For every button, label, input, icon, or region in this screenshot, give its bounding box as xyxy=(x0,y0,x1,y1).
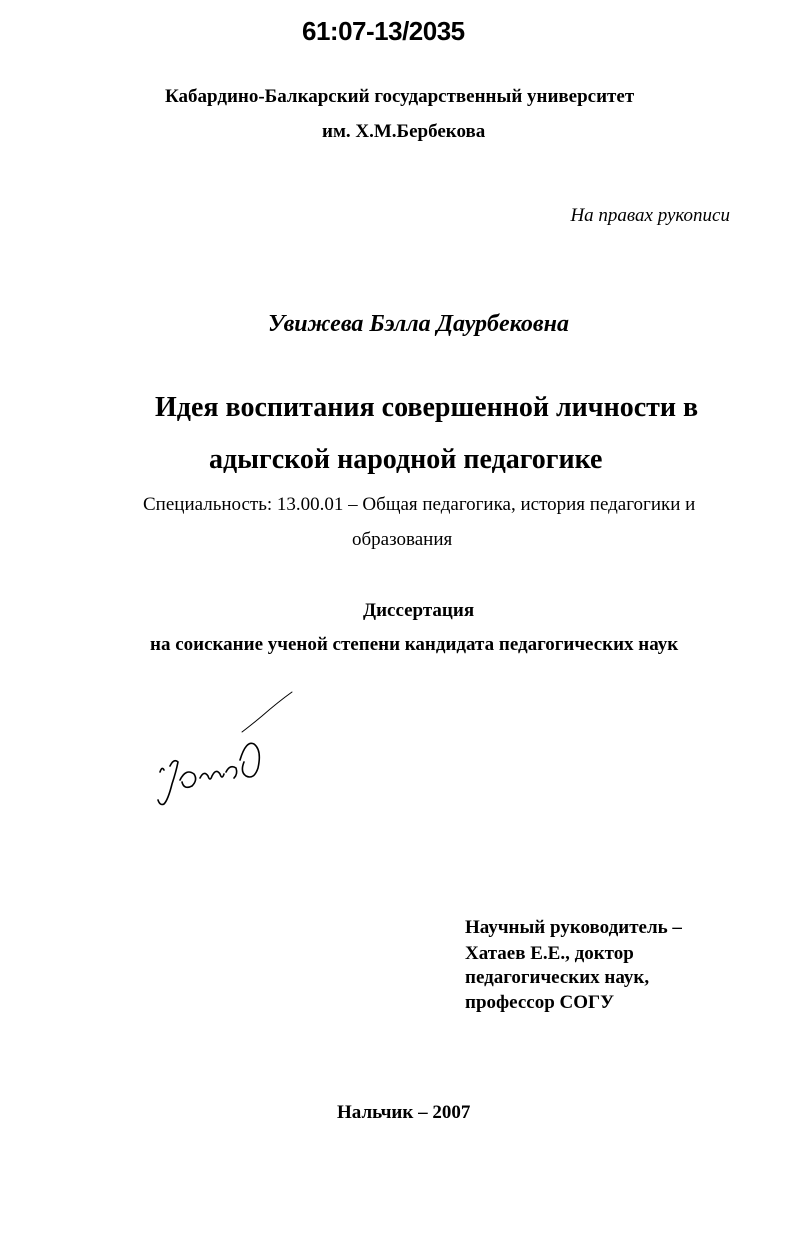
author-name: Увижева Бэлла Даурбековна xyxy=(268,311,569,337)
handwritten-signature-icon xyxy=(150,680,310,820)
work-type: Диссертация xyxy=(363,600,475,621)
university-name: Кабардино-Балкарский государственный университет xyxy=(165,86,635,107)
supervisor-line-4: профессор СОГУ xyxy=(465,992,615,1013)
university-named-after: им. Х.М.Бербекова xyxy=(322,121,486,142)
archive-stamp-code: 61:07-13/2035 xyxy=(302,16,465,46)
thesis-title-line-1: Идея воспитания совершенной личности в xyxy=(155,392,699,423)
thesis-title-line-2: адыгской народной педагогике xyxy=(209,444,603,475)
supervisor-line-3: педагогических наук, xyxy=(465,967,650,988)
specialty-line-2: образования xyxy=(352,529,453,550)
city-and-year: Нальчик – 2007 xyxy=(337,1102,471,1123)
specialty-line-1: Специальность: 13.00.01 – Общая педагогика, история педагогики и xyxy=(143,494,696,515)
degree-line: на соискание ученой степени кандидата педагогических наук xyxy=(150,634,679,655)
manuscript-rights-note: На правах рукописи xyxy=(570,205,730,226)
supervisor-line-1: Научный руководитель – xyxy=(465,917,682,938)
supervisor-line-2: Хатаев Е.Е., доктор xyxy=(465,943,634,964)
